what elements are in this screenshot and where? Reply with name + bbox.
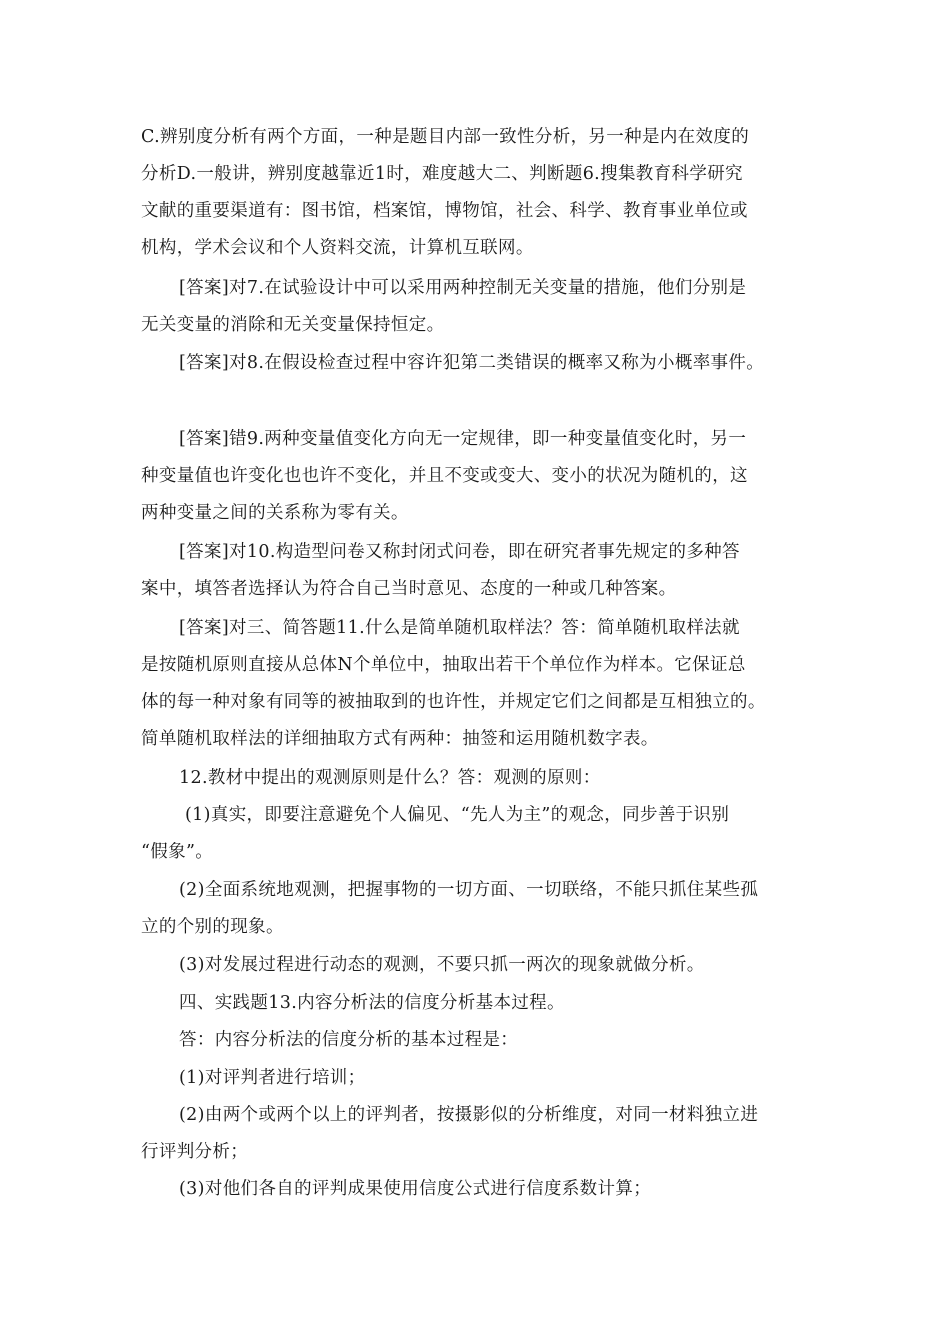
text-line: 无关变量的消除和无关变量保持恒定。 (141, 315, 445, 335)
text-line: [答案]对7.在试验设计中可以采用两种控制无关变量的措施，他们分别是 (179, 278, 747, 298)
text-line: C.辨别度分析有两个方面，一种是题目内部一致性分析，另一种是内在效度的 (141, 127, 750, 147)
text-line: 四、实践题13.内容分析法的信度分析基本过程。 (179, 993, 565, 1013)
text-line: 简单随机取样法的详细抽取方式有两种：抽签和运用随机数字表。 (141, 729, 659, 749)
text-line: 答：内容分析法的信度分析的基本过程是： (179, 1030, 519, 1050)
text-line: (3)对他们各自的评判成果使用信度公式进行信度系数计算； (179, 1179, 652, 1199)
text-line: 体的每一种对象有同等的被抽取到的也许性，并规定它们之间都是互相独立的。 (141, 692, 766, 712)
text-line: 是按随机原则直接从总体N个单位中，抽取出若干个单位作为样本。它保证总 (141, 655, 746, 675)
text-line: 分析D.一般讲，辨别度越靠近1时，难度越大二、判断题6.搜集教育科学研究 (141, 164, 743, 184)
text-line: 12.教材中提出的观测原则是什么？答：观测的原则： (179, 768, 601, 788)
text-line: [答案]对三、简答题11.什么是简单随机取样法？答：简单随机取样法就 (179, 618, 740, 638)
text-line: 行评判分析； (141, 1142, 249, 1162)
text-line: (3)对发展过程进行动态的观测，不要只抓一两次的现象就做分析。 (179, 955, 705, 975)
text-line: [答案]对10.构造型问卷又称封闭式问卷，即在研究者事先规定的多种答 (179, 542, 740, 562)
text-line: 种变量值也许变化也也许不变化，并且不变或变大、变小的状况为随机的，这 (141, 466, 748, 486)
text-line: “假象”。 (141, 842, 214, 862)
text-line: 机构，学术会议和个人资料交流，计算机互联网。 (141, 238, 534, 258)
text-line: 文献的重要渠道有：图书馆，档案馆，博物馆，社会、科学、教育事业单位或 (141, 201, 748, 221)
text-line: (2)由两个或两个以上的评判者，按摄影似的分析维度，对同一材料独立进 (179, 1105, 759, 1125)
text-line: (1)真实，即要注意避免个人偏见、“先人为主”的观念，同步善于识别 (185, 805, 730, 825)
text-line: [答案]错9.两种变量值变化方向无一定规律，即一种变量值变化时，另一 (179, 429, 747, 449)
text-line: (1)对评判者进行培训； (179, 1068, 366, 1088)
text-line: 两种变量之间的关系称为零有关。 (141, 503, 409, 523)
text-line: [答案]对8.在假设检查过程中容许犯第二类错误的概率又称为小概率事件。 (179, 353, 765, 373)
text-line: (2)全面系统地观测，把握事物的一切方面、一切联络，不能只抓住某些孤 (179, 880, 759, 900)
text-line: 立的个别的现象。 (141, 917, 284, 937)
text-line: 案中，填答者选择认为符合自己当时意见、态度的一种或几种答案。 (141, 579, 677, 599)
